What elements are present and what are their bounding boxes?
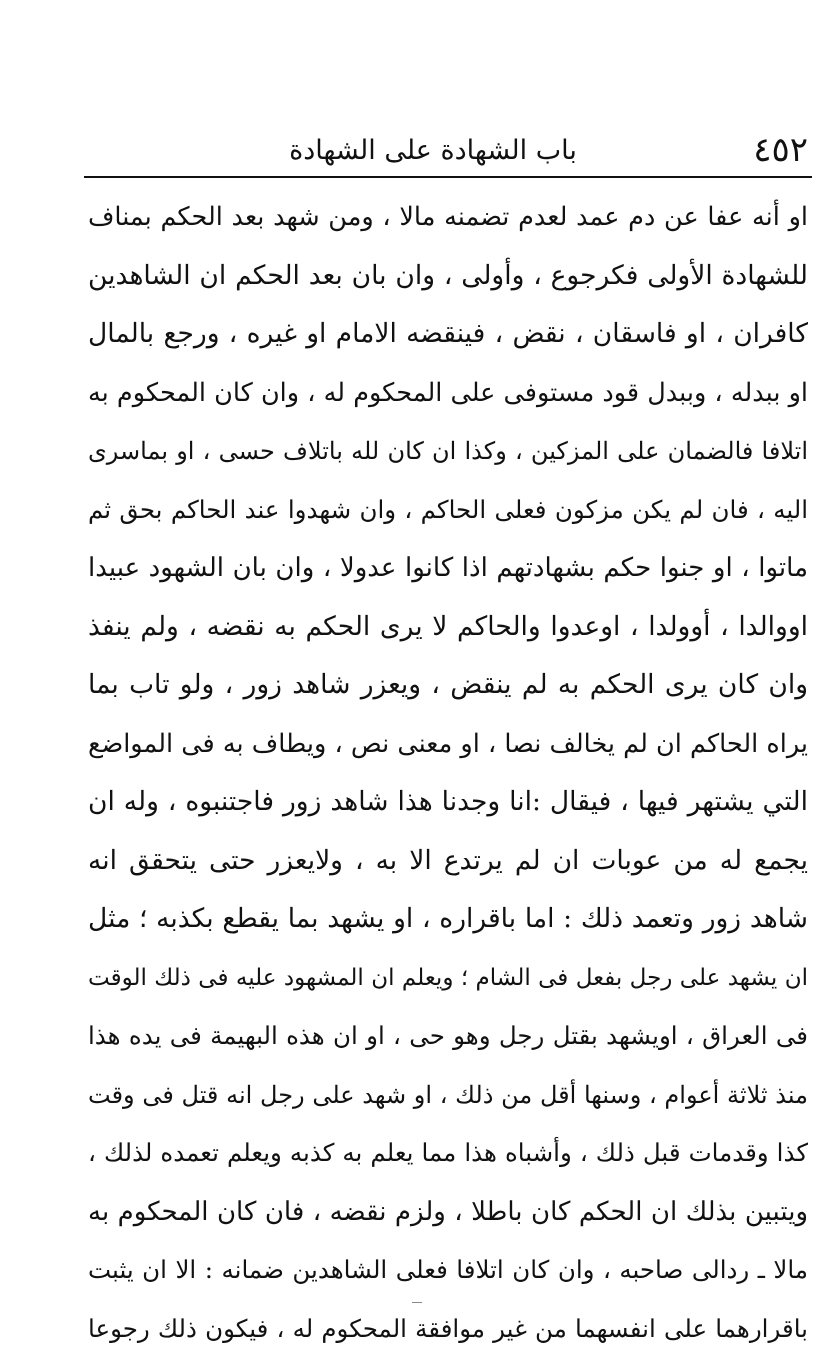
text-line: وان كان يرى الحكم به لم ينقض ، ويعزر شاهد زور ، ولو تاب بما [88, 669, 808, 700]
text-line: يراه الحاكم ان لم يخالف نصا ، او معنى نص ، ويطاف به فى المواضع [88, 728, 808, 759]
text-line: للشهادة الأولى فكرجوع ، وأولى ، وان بان بعد الحكم ان الشاهدين [88, 259, 808, 291]
text-line: يجمع له من عوبات ان لم يرتدع الا به ، ولايعزر حتى يتحقق انه [88, 844, 808, 876]
text-line: منذ ثلاثة أعوام ، وسنها أقل من ذلك ، او شهد على رجل انه قتل فى وقت [88, 1080, 808, 1109]
page-header [88, 126, 808, 176]
text-line: كافران ، او فاسقان ، نقض ، فينقضه الامام او غيره ، ورجع بالمال [88, 318, 808, 349]
text-line: باقرارهما على انفسهما من غير موافقة المحكوم له ، فيكون ذلك رجوعا [88, 1313, 808, 1343]
text-line: كذا وقدمات قبل ذلك ، وأشباه هذا مما يعلم به كذبه ويعلم تعمده لذلك ، [88, 1138, 808, 1167]
text-line: اووالدا ، أوولدا ، اوعدوا والحاكم لا يرى الحكم به نقضه ، ولم ينفذ [88, 610, 808, 642]
running-title: باب الشهادة على الشهادة [289, 135, 577, 166]
page-number: ٤٥٢ [753, 130, 808, 170]
text-line: فى العراق ، اويشهد بقتل رجل وهو حى ، او ان هذه البهيمة فى يده هذا [88, 1021, 808, 1050]
text-line: او ببدله ، وببدل قود مستوفى على المحكوم له ، وان كان المحكوم به [88, 377, 808, 408]
text-line: اليه ، فان لم يكن مزكون فعلى الحاكم ، وان شهدوا عند الحاكم بحق ثم [88, 494, 808, 524]
header-rule [84, 176, 812, 178]
text-line: التي يشتهر فيها ، فيقال :انا وجدنا هذا شاهد زور فاجتنبوه ، وله ان [88, 786, 808, 817]
text-line: مالا ـ ردالى صاحبه ، وان كان اتلافا فعلى الشاهدين ضمانه : الا ان يثبت [88, 1255, 808, 1284]
footer-mark [412, 1302, 422, 1303]
body-text [88, 188, 808, 1358]
text-line: اتلافا فالضمان على المزكين ، وكذا ان كان لله باتلاف حسى ، او بماسرى [88, 437, 808, 465]
text-line: ماتوا ، او جنوا حكم بشهادتهم اذا كانوا عدولا ، وان بان الشهود عبيدا [88, 553, 808, 583]
text-line: شاهد زور وتعمد ذلك : اما باقراره ، او يشهد بما يقطع بكذبه ؛ مثل [88, 903, 808, 934]
text-line: ان يشهد على رجل بفعل فى الشام ؛ ويعلم ان المشهود عليه فى ذلك الوقت [88, 964, 808, 991]
text-line: ويتبين بذلك ان الحكم كان باطلا ، ولزم نقضه ، فان كان المحكوم به [88, 1196, 808, 1227]
text-line: او أنه عفا عن دم عمد لعدم تضمنه مالا ، ومن شهد بعد الحكم بمناف [88, 202, 808, 232]
